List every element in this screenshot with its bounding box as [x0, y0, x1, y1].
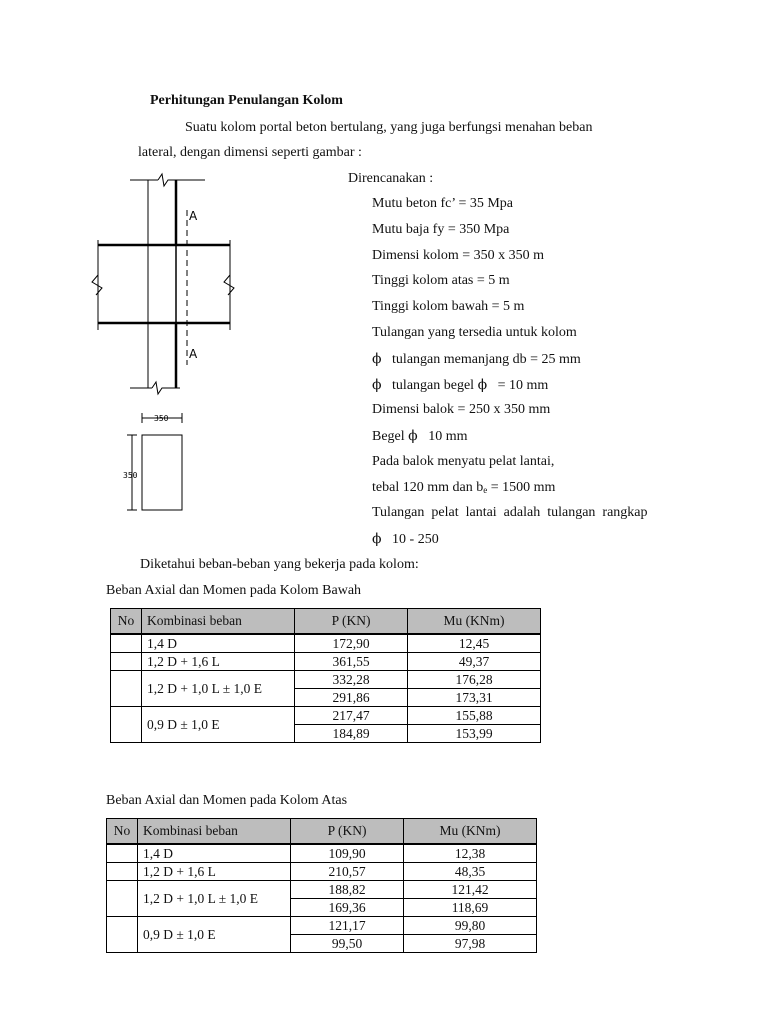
cell-kombinasi: 1,2 D + 1,0 L ± 1,0 E [142, 671, 295, 707]
table-row [107, 863, 537, 881]
table-atas-caption: Beban Axial dan Momen pada Kolom Atas [106, 793, 348, 808]
cell-mu: 49,37 [408, 653, 541, 671]
begel-value: 10 mm [428, 429, 468, 444]
spec-mutu-beton: Mutu beton fc’ = 35 Mpa [372, 196, 513, 211]
cell-p: 361,55 [295, 653, 408, 671]
spec-begel [372, 428, 467, 445]
table-row [111, 634, 541, 653]
cell-p: 99,50 [291, 935, 404, 953]
tulangan-begel-value: = 10 mm [497, 378, 549, 393]
header-kombinasi: Kombinasi beban [142, 609, 295, 635]
header-mu: Mu (KNm) [404, 819, 537, 845]
spec-pelat-2 [372, 480, 555, 496]
cell-p: 169,36 [291, 899, 404, 917]
spec-pelat-4 [372, 531, 439, 548]
header-p: P (KN) [295, 609, 408, 635]
cell-kombinasi: 0,9 D ± 1,0 E [138, 917, 291, 953]
table-row [107, 917, 537, 935]
phi-symbol: ϕ [372, 531, 382, 547]
spec-pelat-1: Pada balok menyatu pelat lantai, [372, 454, 555, 469]
cell-mu: 118,69 [404, 899, 537, 917]
cell-kombinasi: 0,9 D ± 1,0 E [142, 707, 295, 743]
header-kombinasi: Kombinasi beban [138, 819, 291, 845]
section-label-a-bottom: A [189, 347, 198, 361]
pelat-2-text-b: = 1500 mm [487, 480, 556, 495]
cell-no [111, 671, 142, 707]
table-row [111, 707, 541, 725]
pelat-4-value: 10 - 250 [392, 532, 439, 547]
section-width-label: 350 [154, 414, 169, 423]
cell-no [111, 707, 142, 743]
cell-mu: 153,99 [408, 725, 541, 743]
spec-pelat-3: Tulangan pelat lantai adalah tulangan rangkap [372, 505, 648, 520]
table-kolom-bawah [110, 608, 541, 743]
cell-mu: 155,88 [408, 707, 541, 725]
cell-no [111, 634, 142, 653]
phi-symbol: ϕ [372, 351, 382, 367]
cell-mu: 97,98 [404, 935, 537, 953]
cell-p: 332,28 [295, 671, 408, 689]
cell-no [107, 844, 138, 863]
begel-label: Begel [372, 429, 405, 444]
spec-mutu-baja: Mutu baja fy = 350 Mpa [372, 222, 510, 237]
spec-dimensi-kolom: Dimensi kolom = 350 x 350 m [372, 248, 545, 263]
cell-no [107, 917, 138, 953]
cell-kombinasi: 1,2 D + 1,6 L [138, 863, 291, 881]
section-height-label: 350 [123, 471, 138, 480]
table-row [107, 881, 537, 899]
phi-symbol: ϕ [372, 377, 382, 393]
header-no: No [107, 819, 138, 845]
cell-no [111, 653, 142, 671]
tulangan-memanjang-text: tulangan memanjang db = 25 mm [392, 352, 581, 367]
cell-no [107, 863, 138, 881]
known-loads-text: Diketahui beban-beban yang bekerja pada kolom: [140, 557, 419, 572]
cell-p: 109,90 [291, 844, 404, 863]
header-mu: Mu (KNm) [408, 609, 541, 635]
cell-p: 172,90 [295, 634, 408, 653]
cell-mu: 12,45 [408, 634, 541, 653]
pelat-2-subscript: e [483, 485, 488, 495]
section-label-a-top: A [189, 209, 198, 223]
cell-kombinasi: 1,4 D [138, 844, 291, 863]
cell-p: 291,86 [295, 689, 408, 707]
table-row [111, 653, 541, 671]
phi-symbol: ϕ [408, 428, 418, 444]
header-no: No [111, 609, 142, 635]
cell-p: 210,57 [291, 863, 404, 881]
cell-mu: 176,28 [408, 671, 541, 689]
table-row [107, 844, 537, 863]
cell-kombinasi: 1,4 D [142, 634, 295, 653]
cell-kombinasi: 1,2 D + 1,0 L ± 1,0 E [138, 881, 291, 917]
cell-mu: 12,38 [404, 844, 537, 863]
spec-heading: Direncanakan : [348, 171, 434, 186]
table-bawah-caption: Beban Axial dan Momen pada Kolom Bawah [106, 583, 362, 598]
cell-mu: 99,80 [404, 917, 537, 935]
intro-line-1: Suatu kolom portal beton bertulang, yang juga berfungsi menahan beban [185, 120, 593, 135]
spec-tulangan-tersedia: Tulangan yang tersedia untuk kolom [372, 325, 577, 340]
table-header-row [111, 609, 541, 635]
tulangan-begel-text: tulangan begel [392, 378, 475, 393]
page-title: Perhitungan Penulangan Kolom [150, 93, 343, 108]
intro-line-2: lateral, dengan dimensi seperti gambar : [138, 145, 362, 160]
header-p: P (KN) [291, 819, 404, 845]
cell-kombinasi: 1,2 D + 1,6 L [142, 653, 295, 671]
cell-mu: 173,31 [408, 689, 541, 707]
pelat-2-text-a: tebal 120 mm dan b [372, 480, 484, 495]
cell-p: 217,47 [295, 707, 408, 725]
cell-mu: 48,35 [404, 863, 537, 881]
spec-tulangan-begel [372, 377, 548, 394]
cell-no [107, 881, 138, 917]
phi-symbol: ϕ [477, 377, 488, 393]
table-row [111, 671, 541, 689]
cell-mu: 121,42 [404, 881, 537, 899]
table-kolom-atas [106, 818, 537, 953]
table-header-row [107, 819, 537, 845]
spec-tinggi-atas: Tinggi kolom atas = 5 m [372, 273, 510, 288]
cell-p: 188,82 [291, 881, 404, 899]
column-joint-drawing [90, 170, 240, 520]
cell-p: 184,89 [295, 725, 408, 743]
spec-tulangan-memanjang [372, 351, 581, 368]
cell-p: 121,17 [291, 917, 404, 935]
spec-dimensi-balok: Dimensi balok = 250 x 350 mm [372, 402, 551, 417]
spec-tinggi-bawah: Tinggi kolom bawah = 5 m [372, 299, 525, 314]
